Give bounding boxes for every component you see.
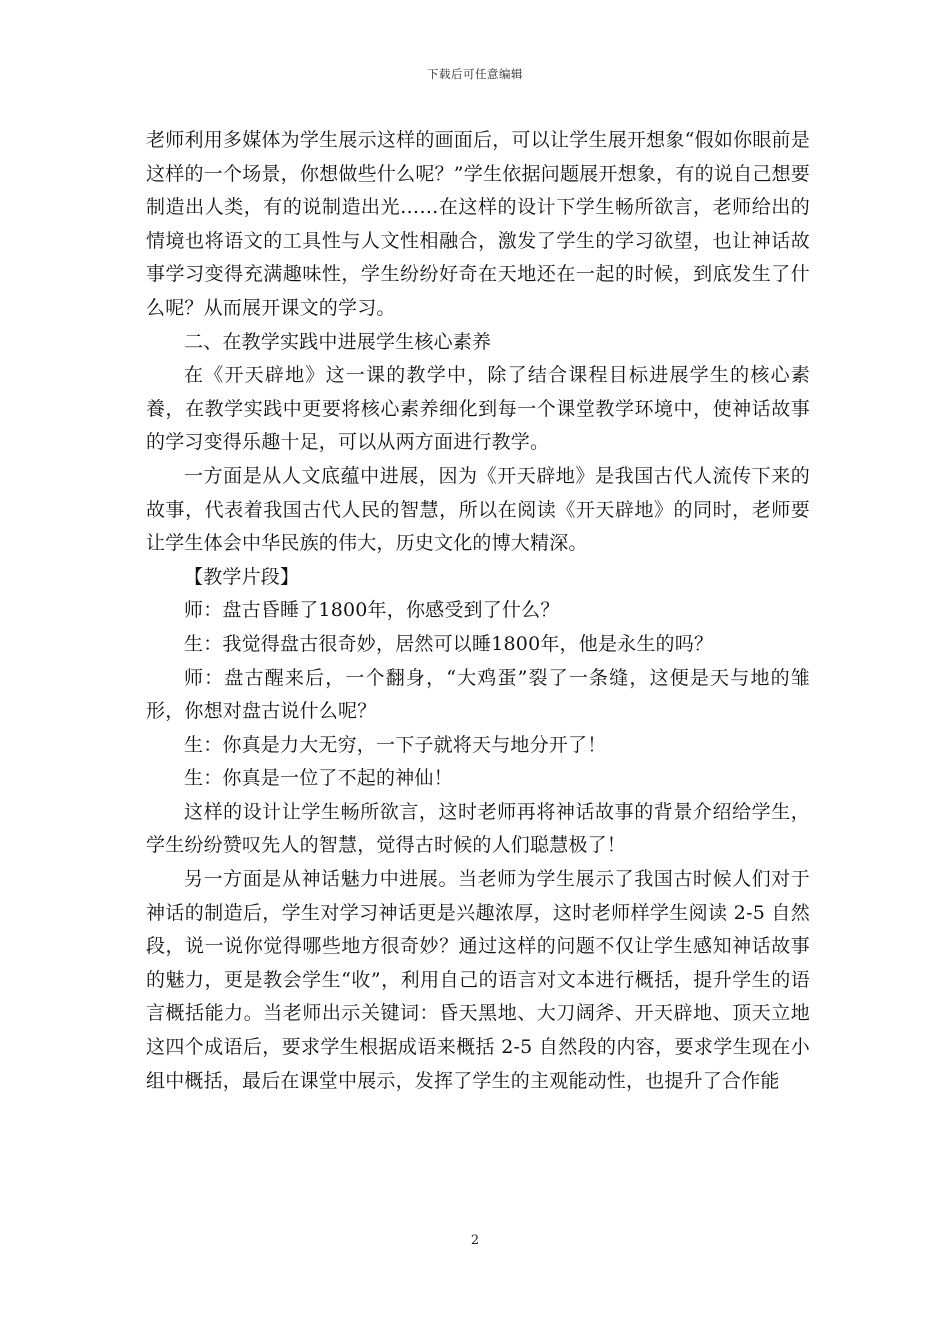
page-header: 下载后可任意编辑 <box>427 67 523 81</box>
dialogue-line: 生：你真是力大无穷，一下子就将天与地分开了！ <box>184 733 607 756</box>
dialogue-line: 师：盘古醒来后，一个翻身，“大鸡蛋”裂了一条缝，这便是天与地的雏形，你想对盘古说什么呢？ <box>146 666 810 723</box>
teaching-segment-label: 【教学片段】 <box>184 565 300 588</box>
dialogue-line: 生：我觉得盘古很奇妙，居然可以睡1800年，他是永生的吗？ <box>184 632 714 655</box>
section-heading: 二、在教学实践中进展学生核心素养 <box>184 330 492 353</box>
paragraph: 在《开天辟地》这一课的教学中，除了结合课程目标进展学生的核心素養，在教学实践中更要将核心素养细化到每一个课堂教学环境中，使神话故事的学习变得乐趣十足，可以从两方面进行教学。 <box>146 364 810 454</box>
dialogue-line: 生：你真是一位了不起的神仙！ <box>184 767 453 790</box>
paragraph: 这样的设计让学生畅所欲言，这时老师再将神话故事的背景介绍给学生，学生纷纷赞叹先人的智慧，觉得古时候的人们聪慧极了！ <box>146 800 810 857</box>
document-body <box>146 124 810 1098</box>
page-number: 2 <box>470 1233 480 1248</box>
dialogue-line: 师：盘古昏睡了1800年，你感受到了什么？ <box>184 599 560 622</box>
paragraph: 另一方面是从神话魅力中进展。当老师为学生展示了我国古时候人们对于神话的制造后，学生对学习神话更是兴趣浓厚，这时老师样学生阅读 2-5 自然段，说一说你觉得哪些地方很奇妙？通过这样的问题不仅让学生感知神话故事的魅力，更是教会学生“收”，利用自己的语言对文本进行概括，提升学生的语言概括能力。当老师出示关键词：昏天黑地、大刀阔斧、开天辟地、顶天立地这四个成语后，要求学生根据成语来概括 2-5 自然段的内容，要求学生现在小组中概括，最后在课堂中展示，发挥了学生的主观能动性，也提升了合作能 <box>146 868 810 1092</box>
paragraph: 一方面是从人文底蕴中进展，因为《开天辟地》是我国古代人流传下来的故事，代表着我国古代人民的智慧，所以在阅读《开天辟地》的同时，老师要让学生体会中华民族的伟大，历史文化的博大精深。 <box>146 464 810 555</box>
paragraph: 老师利用多媒体为学生展示这样的画面后，可以让学生展开想象“假如你眼前是这样的一个场景，你想做些什么呢？”学生依据问题展开想象，有的说自己想要制造出人类，有的说制造出光……在这样的设计下学生畅所欲言，老师给出的情境也将语文的工具性与人文性相融合，激发了学生的学习欲望，也让神话故事学习变得充满趣味性，学生纷纷好奇在天地还在一起的时候，到底发生了什么呢？从而展开课文的学习。 <box>146 129 810 319</box>
